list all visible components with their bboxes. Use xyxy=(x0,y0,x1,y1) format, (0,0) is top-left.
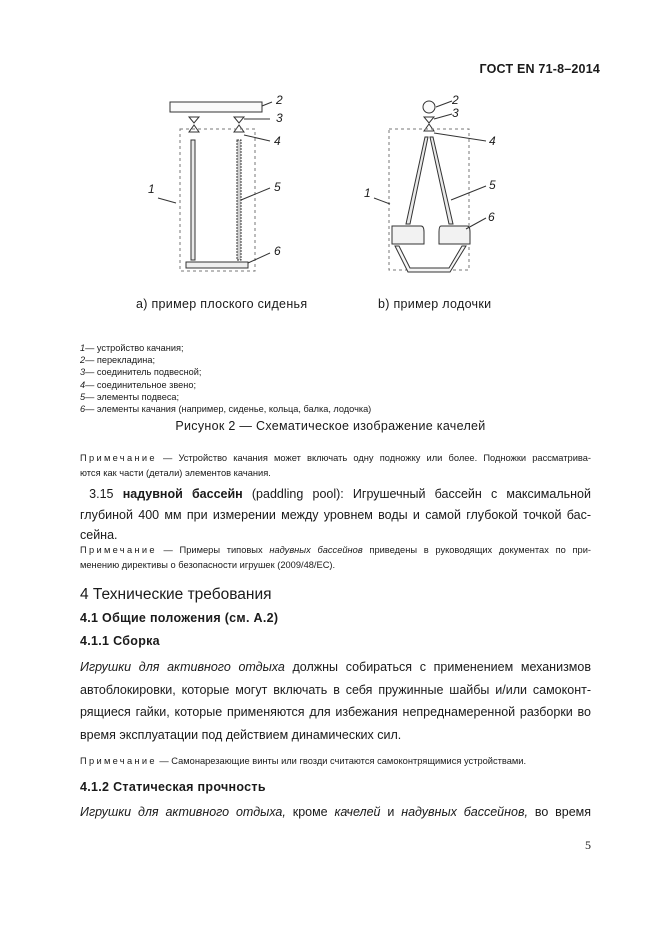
rope-b-right xyxy=(430,137,453,224)
figure-title: Рисунок 2 — Схематическое изображение качелей xyxy=(175,419,486,433)
boat-seat-left xyxy=(392,226,424,244)
connector-a-right xyxy=(234,117,244,123)
boat-seat-right xyxy=(439,226,470,244)
term-name: надувной бассейн xyxy=(122,487,243,501)
section-4-1-heading: 4.1 Общие положения (см. А.2) xyxy=(80,611,279,625)
page-number: 5 xyxy=(585,838,591,852)
legend-item: 5— элементы подвеса; xyxy=(80,391,180,402)
legend-item: 4— соединительное звено; xyxy=(80,379,197,390)
assembly-line-1: Игрушки для активного отдыха должны собираться с применением механизмов xyxy=(80,660,591,674)
term-line-1: (paddling pool): Игрушечный бассейн с максимальной xyxy=(251,487,591,501)
section-4-1-1-heading: 4.1.1 Сборка xyxy=(80,634,160,648)
legend-item: 3— соединитель подвесной; xyxy=(80,367,202,378)
callout-a-5: 5 xyxy=(274,180,281,194)
callout-b-6: 6 xyxy=(488,210,495,224)
section-4-1-2-text: Игрушки для активного отдыха, кроме качелей и надувных бассейнов, во время xyxy=(80,805,592,819)
callout-b-5: 5 xyxy=(489,178,496,192)
callout-b-1: 1 xyxy=(364,186,371,200)
callout-a-6: 6 xyxy=(274,244,281,258)
legend-item: 2— перекладина; xyxy=(80,355,155,366)
connector-b-link xyxy=(424,124,434,131)
note-1-line-2: ются как части (детали) элементов качания. xyxy=(80,467,271,478)
note-2 xyxy=(80,543,591,572)
swing-figure xyxy=(0,0,661,340)
term-number: 3.15 xyxy=(89,487,114,501)
callout-a-3: 3 xyxy=(276,111,283,125)
callout-a-2: 2 xyxy=(276,93,283,107)
figure-legend xyxy=(80,342,371,415)
callout-a-1: 1 xyxy=(148,182,155,196)
term-line-2: глубиной 400 мм при измерении между уровнем воды и самой глубокой точкой бас- xyxy=(80,507,591,522)
connector-a-left xyxy=(189,117,199,123)
note-2-line-2: менению директивы о безопасности игрушек (2009/48/ЕС). xyxy=(80,559,336,570)
connector-b xyxy=(424,117,434,123)
callout-b-4: 4 xyxy=(489,134,496,148)
note-2-line-1: Примечание — Примеры типовых надувных бассейнов приведены в руководящих документах по при- xyxy=(80,545,591,555)
callout-a-4: 4 xyxy=(274,134,281,148)
assembly-line-3: рящиеся гайки, которые применяются для избежания непреднамеренной разборки во xyxy=(80,705,591,719)
rod-a-right xyxy=(237,140,241,260)
rope-b-left xyxy=(406,137,428,224)
assembly-line-4: время эксплуатации под действием динамических сил. xyxy=(80,727,402,742)
section-4-1-2-heading: 4.1.2 Статическая прочность xyxy=(80,780,266,794)
rod-a-left xyxy=(191,140,195,260)
boat-hull xyxy=(395,246,466,272)
seat-a xyxy=(186,262,248,268)
crossbar-b xyxy=(423,101,435,113)
callout-b-2: 2 xyxy=(452,93,459,107)
note-1 xyxy=(80,451,591,480)
term-3-15 xyxy=(80,484,591,546)
document-header: ГОСТ EN 71-8–2014 xyxy=(479,62,600,76)
term-line-3: сейна. xyxy=(80,528,118,542)
note-3: Примечание — Самонарезающие винты или гвозди считаются самоконтрящимися устройствами. xyxy=(80,756,527,766)
caption-b: b) пример лодочки xyxy=(378,297,492,311)
note-1-line-1: Примечание — Устройство качания может включать одну подножку или более. Подножки рассматрива- xyxy=(80,453,591,463)
swing-outline-b xyxy=(389,129,469,270)
assembly-line-2: автоблокировки, которые могут включать в себя пружинные шайбы и/или самоконт- xyxy=(80,682,591,697)
caption-a: а) пример плоского сиденья xyxy=(136,297,308,311)
callout-b-3: 3 xyxy=(452,106,459,120)
section-4-1-1-text xyxy=(80,656,591,746)
crossbar-a xyxy=(170,102,262,112)
section-4-heading: 4 Технические требования xyxy=(80,586,272,603)
legend-item: 1— устройство качания; xyxy=(80,343,184,353)
legend-item: 6— элементы качания (например, сиденье, кольца, балка, лодочка) xyxy=(80,404,372,415)
